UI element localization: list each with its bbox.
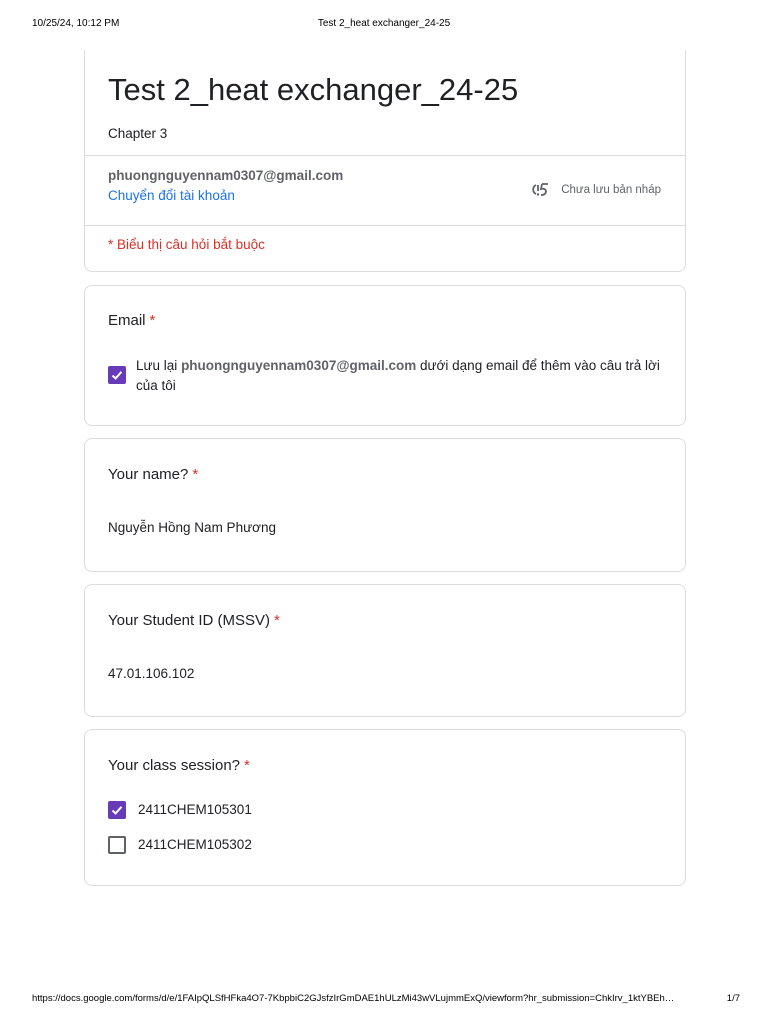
form-description: Chapter 3 [108,126,168,141]
name-answer[interactable]: Nguyễn Hồng Nam Phương [108,520,276,535]
option-email: phuongnguyennam0307@gmail.com [181,358,417,373]
question-label: Your Student ID (MSSV) [108,612,271,629]
question-label: Email [108,312,146,329]
option-text-prefix: Lưu lại [136,358,182,373]
required-asterisk: * [149,312,156,329]
save-email-option-label [136,356,666,396]
class-option-2-label[interactable]: 2411CHEM105302 [138,837,252,852]
cloud-off-icon [531,181,551,199]
switch-account-link[interactable]: Chuyển đổi tài khoản [108,188,235,203]
option-text-suffix: dưới dạng email để thêm vào câu trả lời của tôi [136,358,660,393]
class-option-2-checkbox[interactable] [108,836,126,854]
form-header-card [84,50,686,272]
print-footer [0,993,768,1007]
question-title [108,312,155,329]
required-note: * Biểu thị câu hỏi bắt buộc [108,237,265,252]
account-email: phuongnguyennam0307@gmail.com [108,168,344,183]
question-title [108,466,198,483]
class-option-1-label[interactable]: 2411CHEM105301 [138,802,252,817]
required-asterisk: * [192,466,199,483]
check-icon [110,803,124,817]
question-label: Your name? [108,466,189,483]
save-email-checkbox[interactable] [108,366,126,384]
question-label: Your class session? [108,757,241,774]
class-option-1-checkbox[interactable] [108,801,126,819]
form-title: Test 2_heat exchanger_24-25 [108,72,519,107]
question-card-class-session [84,729,686,886]
check-icon [110,368,124,382]
draft-status-label: Chưa lưu bản nháp [561,184,661,196]
question-title [108,612,280,629]
question-card-email [84,285,686,426]
divider [85,225,685,226]
question-card-name [84,438,686,572]
print-page-title: Test 2_heat exchanger_24-25 [317,18,451,29]
print-url: https://docs.google.com/forms/d/e/1FAIpQLSfHFka4O7-7KbpbiC2GJsfzIrGmDAE1hULzMi43wVLujmmExQ/viewform?hr_submission=ChkIrv_1ktYBEh… [32,993,675,1004]
print-header [0,18,768,32]
question-title [108,757,250,774]
required-asterisk: * [274,612,280,629]
required-asterisk: * [244,757,250,774]
draft-status [531,181,661,199]
print-page-number: 1/7 [726,993,740,1004]
student-id-answer[interactable]: 47.01.106.102 [108,666,195,681]
question-card-student-id [84,584,686,717]
divider [85,155,685,156]
print-datetime: 10/25/24, 10:12 PM [32,18,120,29]
